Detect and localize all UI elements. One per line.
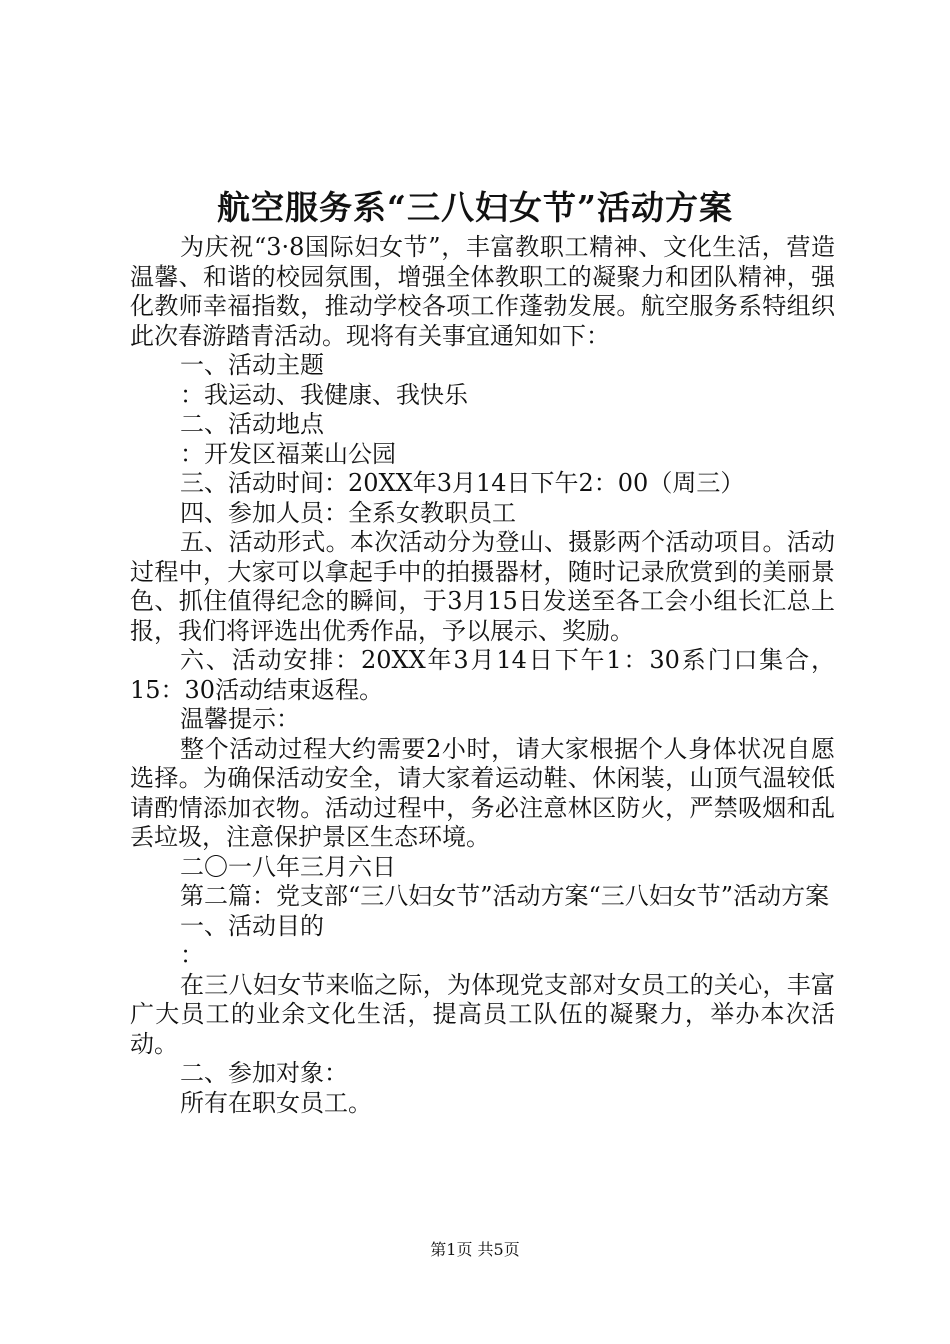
paragraph: ：开发区福莱山公园 — [180, 439, 396, 468]
paragraph: 整个活动过程大约需要2小时，请大家根据个人身体状况自愿选择。为确保活动安全，请大家着运动鞋、休闲装，山顶气温较低请酌情添加衣物。活动过程中，务必注意林区防火，严禁吸烟和乱丢垃圾，注意保护景区生态环境。 — [130, 734, 835, 851]
paragraph: 一、活动主题 — [180, 351, 324, 379]
paragraph: 二、参加对象： — [180, 1059, 348, 1087]
paragraph: 五、活动形式。本次活动分为登山、摄影两个活动项目。活动过程中，大家可以拿起手中的拍摄器材，随时记录欣赏到的美丽景色、抓住值得纪念的瞬间，于3月15日发送至各工会小组长汇总上报，我们将评选出优秀作品，予以展示、奖励。 — [130, 528, 835, 645]
document-title: 航空服务系“三八妇女节”活动方案 — [217, 188, 733, 227]
paragraph: 在三八妇女节来临之际，为体现党支部对女员工的关心，丰富广大员工的业余文化生活，提高员工队伍的凝聚力，举办本次活动。 — [130, 970, 835, 1058]
paragraph: 温馨提示： — [180, 705, 300, 733]
paragraph: 为庆祝“3·8国际妇女节”，丰富教职工精神、文化生活，营造温馨、和谐的校园氛围，增强全体教职工的凝聚力和团队精神，强化教师幸福指数，推动学校各项工作蓬勃发展。航空服务系特组织此次春游踏青活动。现将有关事宜通知如下： — [130, 233, 835, 350]
paragraph: ：我运动、我健康、我快乐 — [180, 380, 468, 409]
paragraph: 三、活动时间：20XX年3月14日下午2：00（周三） — [180, 469, 745, 497]
paragraph: 所有在职女员工。 — [180, 1088, 372, 1117]
paragraph: 二〇一八年三月六日 — [180, 852, 396, 881]
paragraph: 第二篇：党支部“三八妇女节”活动方案“三八妇女节”活动方案 — [180, 882, 830, 910]
paragraph: 四、参加人员：全系女教职员工 — [180, 498, 516, 527]
page-footer: 第1页 共5页 — [430, 1240, 520, 1259]
paragraph: 六、活动安排：20XX年3月14日下午1：30系门口集合，15：30活动结束返程。 — [130, 646, 835, 704]
paragraph: ： — [180, 941, 204, 969]
paragraph: 二、活动地点 — [180, 410, 324, 438]
paragraph: 一、活动目的 — [180, 911, 324, 940]
document-body — [130, 233, 835, 1118]
